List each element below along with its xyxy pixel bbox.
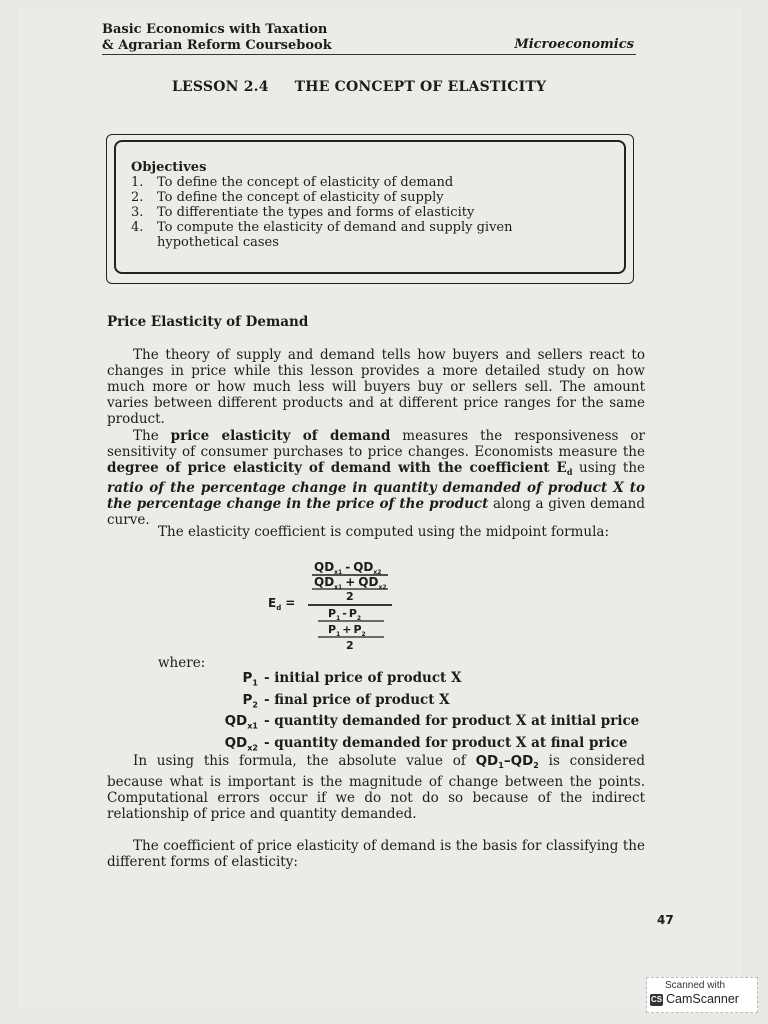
definition-symbol: $QD_{x2}$ [224,735,258,753]
definition-symbol: $QD_{x1}$ [224,713,258,732]
text-run: along a given demand curve. [107,496,645,528]
objectives-title: Objectives [131,160,207,175]
definition-symbol: $P_1$ [242,670,258,688]
definition-text: - initial price of product X [264,670,462,686]
objective-text: To define the concept of elasticity of supply [157,190,444,205]
watermark-line2: CamScanner [666,992,739,1006]
formula-denominator-top: $P_1 - P_2$ [328,607,362,622]
text-run: In using this formula, the absolute value of [133,753,476,769]
objective-item [131,175,537,190]
bold-phrase-text: degree of price elasticity of demand with the coefficient E [107,460,567,476]
text-run: is considered because what is important is the magnitude of change between the points. Computational errors occur if we do not do so because of the indirect relationship of price and quantity demanded. [107,753,645,822]
text-run: The [133,428,171,444]
definition-text: - final price of product X [264,691,450,708]
paragraph-definition [107,428,645,528]
formula-numerator-bottom: $QD_{x1} + QD_{x2}$ [314,575,387,591]
formula-numerator-top: $QD_{x1} - QD_{x2}$ [314,560,382,576]
objective-item [131,205,537,220]
objective-text: To define the concept of elasticity of demand [157,175,454,190]
where-label: where: [158,655,206,671]
bold-term: price elasticity of demand [170,428,391,444]
paragraph-classification: The coefficient of price elasticity of demand is the basis for classifying the different forms of elasticity: [107,838,645,870]
formula-denominator-bottom: $P_1 + P_2$ [328,623,366,638]
lesson-title: THE CONCEPT OF ELASTICITY [294,79,547,95]
definition-row [204,670,639,692]
lesson-number: LESSON 2.4 [172,79,269,95]
formula-two: 2 [346,590,354,603]
bold-phrase [107,460,572,476]
qd-expression: $QD_1-QD_2$ [475,753,539,770]
paragraph-absolute-value [107,753,645,822]
formula-two: 2 [346,639,354,652]
book-title-line2: & Agrarian Reform Coursebook [102,38,332,53]
page-number: 47 [657,913,674,927]
header-rule [102,54,636,55]
objective-text: To differentiate the types and forms of elasticity [157,205,475,220]
objectives-list [131,175,537,250]
section-label: Microeconomics [514,37,634,52]
objective-text: To compute the elasticity of demand and supply given hypothetical cases [157,220,513,250]
objective-item [131,220,537,250]
bold-italic-phrase: ratio of the percentage change in quantity demanded of product X to the percentage change in the price of the product [107,480,645,512]
text-run: measures the responsiveness or sensitivity of consumer purchases to price changes. Economists measure the [107,428,645,460]
midpoint-formula [268,555,418,655]
definition-text: - quantity demanded for product X at final price [264,735,628,752]
objective-item [131,190,537,205]
book-title [102,22,332,54]
subscript: d [566,467,573,477]
definition-text: - quantity demanded for product X at initial price [264,713,640,730]
objective-number: 1. [131,175,144,190]
watermark-line1: Scanned with [665,980,726,991]
definition-symbol: $P_2$ [242,691,258,710]
formula-lhs: $E_d$ = [268,596,296,612]
camscanner-logo-icon: CS [650,995,663,1004]
objective-number: 3. [131,205,144,220]
objective-number: 4. [131,220,144,235]
formula-intro: The elasticity coefficient is computed using the midpoint formula: [158,524,610,540]
definition-row [204,692,639,714]
book-title-line1: Basic Economics with Taxation [102,22,328,37]
text-run: using the [572,460,645,476]
objective-number: 2. [131,190,144,205]
section-title: Price Elasticity of Demand [107,314,309,330]
definition-row [204,713,639,735]
variable-definitions [204,670,639,757]
lesson-heading [172,79,546,95]
camscanner-watermark [646,977,758,1013]
paragraph-intro: The theory of supply and demand tells how buyers and sellers react to changes in price while this lesson provides a more detailed study on how much more or how much less will buyers buy or sellers sell. The amount varies between different products and at different price ranges for the same product. [107,347,645,427]
